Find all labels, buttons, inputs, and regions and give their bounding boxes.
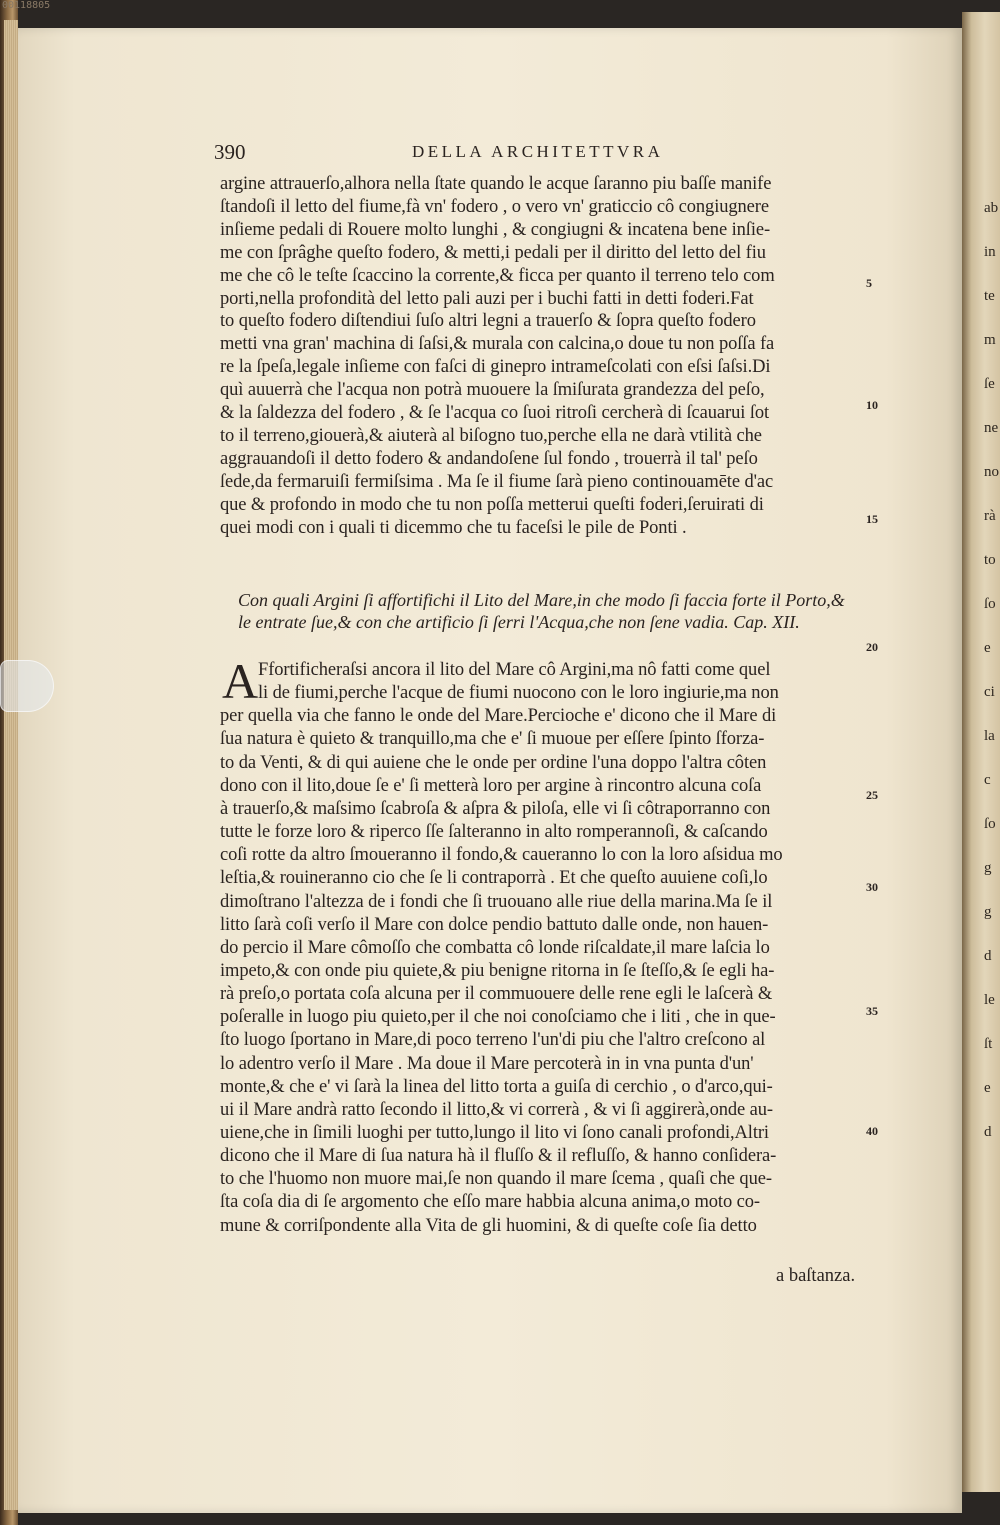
facing-page-fragment: c [984, 772, 991, 788]
text-line: me con ſprâghe queſto fodero, & metti,i pedali per il diritto del letto del fiu [220, 242, 766, 263]
facing-page-fragment: e [984, 1080, 991, 1096]
facing-page-fragment: d [984, 1124, 992, 1140]
text-line: à trauerſo,& maſsimo ſcabroſa & aſpra & piloſa, elle vi ſi côtraporranno con [220, 798, 771, 819]
page-clip [0, 660, 54, 712]
text-line: ſta coſa dia di ſe argomento che eſſo mare habbia alcuna anima,o moto co- [220, 1192, 760, 1213]
text-line: lo adentro verſo il Mare . Ma doue il Mare percoterà in in vna punta d'un' [220, 1053, 754, 1074]
text-line: Ffortificheraſsi ancora il lito del Mare cô Argini,ma nô fatti come quel [258, 660, 771, 680]
text-line: & la ſaldezza del fodero , & ſe l'acqua co ſuoi ritroſi cercherà di ſcauarui ſot [220, 403, 770, 423]
text-line: coſi rotte da altro ſmoueranno il fondo,& caueranno lo con la loro aſsidua mo [220, 845, 783, 866]
text-line: to che l'huomo non muore mai,ſe non quando il mare ſcema , quaſi che que- [220, 1169, 772, 1190]
text-line: porti,nella profondità del letto pali auzi per i buchi fatti in detti foderi.Fat [220, 288, 754, 309]
catchword: a baſtanza. [776, 1266, 856, 1286]
margin-line-number: 30 [866, 880, 878, 894]
text-line: que & profondo in modo che tu non poſſa metterui queſti foderi,ſeruirati di [220, 494, 764, 515]
text-line: quì auuerrà che l'acqua non potrà muouere la ſmiſurata grandezza del peſo, [220, 380, 765, 401]
text-line: tutte le forze loro & riperco ſſe ſalteranno in alto romperannoſi, & caſcando [220, 822, 768, 843]
text-line: impeto,& con onde piu quiete,& piu benigne ritorna in ſe ſteſſo,& ſe egli ha- [220, 960, 775, 981]
text-line: ſto luogo ſportano in Mare,di poco terreno l'un'di piu che l'altro creſcono al [220, 1030, 766, 1051]
facing-page-fragment: ſo [984, 596, 996, 612]
margin-line-number: 20 [866, 640, 878, 654]
text-line: argine attrauerſo,alhora nella ſtate quando le acque ſaranno piu baſſe manife [220, 174, 772, 194]
drop-cap: A [222, 653, 259, 709]
margin-line-number: 5 [866, 276, 872, 290]
facing-page-fragment: ſe [984, 376, 995, 392]
facing-page-fragment: in [984, 244, 996, 260]
facing-page-fragment: to [984, 552, 996, 568]
text-line: quei modi con i quali ti dicemmo che tu faceſsi le pile de Ponti . [220, 517, 687, 538]
text-line: to queſto fodero diſtendiui ſuſo altri legni a trauerſo & ſopra queſto fodero [220, 311, 756, 332]
text-line: inſieme pedali di Rouere molto lunghi , & congiugni & incatena bene inſie- [220, 219, 771, 240]
text-line: do percio il Mare cômoſſo che combatta cô londe riſcaldate,il mare laſcia lo [220, 937, 770, 958]
text-line: monte,& che e' vi ſarà la linea del litto torta a guiſa di cerchio , o d'arco,qui- [220, 1076, 773, 1097]
text-line: metti vna gran' machina di ſaſsi,& murala con calcina,o doue tu non poſſa fa [220, 334, 775, 355]
facing-page-fragment: ci [984, 684, 995, 700]
facing-page-fragment: ne [984, 420, 999, 436]
facing-page-fragment: g [984, 860, 992, 876]
facing-page-fragment: no [984, 464, 999, 480]
running-title: DELLA ARCHITETTVRA [412, 142, 664, 161]
facing-page-fragment: m [984, 332, 996, 348]
facing-page-fragment: rà [984, 508, 996, 524]
text-line: leſtia,& rouineranno cio che ſe li contraporrà . Et che queſto auuiene coſi,lo [220, 868, 768, 889]
margin-line-number: 40 [866, 1124, 878, 1138]
margin-line-number: 35 [866, 1004, 878, 1018]
text-line: ſua natura è quieto & tranquillo,ma che e' ſi muoue per eſſere ſpinto ſforza- [220, 729, 765, 750]
text-line: rà preſo,o portata coſa alcuna per il commuouere delle rene egli le laſcerà & [220, 984, 773, 1005]
text-line: ui il Mare andrà ratto ſecondo il litto,& vi correrà , & vi ſi aggirerà,onde au- [220, 1099, 773, 1120]
page-number: 390 [214, 140, 246, 164]
text-line: poſeralle in luogo piu quieto,per il che noi conoſciamo che i liti , che in que- [220, 1007, 776, 1028]
facing-page-fragment: la [984, 728, 995, 744]
facing-page-fragment: e [984, 640, 991, 656]
facing-page-fragment: le [984, 992, 995, 1008]
text-line: re la ſpeſa,legale inſieme con faſci di ginepro intrameſcolati con eſsi ſaſsi.Di [220, 357, 771, 378]
text-line: dono con il lito,doue ſe e' ſi metterà loro per argine à rincontro alcuna coſa [220, 775, 762, 796]
text-line: aggrauandoſi il detto fodero & andandoſene ſul fondo , trouerrà il tal' peſo [220, 448, 758, 469]
margin-line-number: 10 [866, 398, 878, 412]
margin-line-number: 25 [866, 788, 878, 802]
page-header [0, 140, 1000, 170]
facing-page-fragment: ab [984, 200, 999, 216]
text-line: dicono che il Mare di ſua natura hà il fluſſo & il refluſſo, & hanno conſidera- [220, 1146, 777, 1167]
facing-page-fragment: te [984, 288, 995, 304]
text-line: le entrate ſue,& con che artificio ſi ſerri l'Acqua,che non ſene vadia. Cap. XII. [238, 612, 800, 632]
text-line: li de fiumi,perche l'acque de fiumi nuocono con le loro ingiurie,ma non [258, 683, 779, 704]
text-line: Con quali Argini ſi affortifichi il Lito del Mare,in che modo ſi faccia forte il Porto,& [238, 590, 845, 610]
text-line: ſtandoſi il letto del fiume,fà vn' fodero , o vero vn' graticcio cô congiugnere [220, 196, 769, 217]
text-line: litto ſarà coſi verſo il Mare con dolce pendio battuto dalle onde, non hauen- [220, 914, 769, 935]
page-stack-edge [4, 20, 18, 1510]
facing-page-fragment: ſt [984, 1036, 993, 1052]
text-line: ſede,da fermaruiſi fermiſsima . Ma ſe il fiume ſarà pieno continouamēte d'ac [220, 471, 774, 492]
text-line: dimoſtrano l'altezza de i fondi che ſi truouano alle riue della marina.Ma ſe il [220, 891, 773, 912]
text-line: uiene,che in ſimili luoghi per tutto,lungo il lito vi ſono canali profondi,Altri [220, 1123, 769, 1143]
text-line: to da Venti, & di qui auiene che le onde per ordine l'una doppo l'altra côten [220, 752, 767, 773]
text-line: me che cô le teſte ſcaccino la corrente,& ficca per quanto il terreno telo com [220, 265, 775, 286]
text-line: to il terreno,giouerà,& aiuterà al biſogno tuo,perche ella ne darà vtilità che [220, 425, 762, 446]
facing-page-fragment: ſo [984, 816, 996, 832]
text-line: per quella via che fanno le onde del Mare.Percioche e' dicono che il Mare di [220, 706, 777, 727]
facing-page-fragment: d [984, 948, 992, 964]
text-line: mune & corriſpondente alla Vita de gli huomini, & di queſte coſe ſia detto [220, 1215, 757, 1236]
facing-page-fragment: g [984, 904, 992, 920]
corner-id: 00118805 [2, 0, 51, 11]
facing-page-edge [962, 12, 1000, 1492]
margin-line-number: 15 [866, 512, 878, 526]
